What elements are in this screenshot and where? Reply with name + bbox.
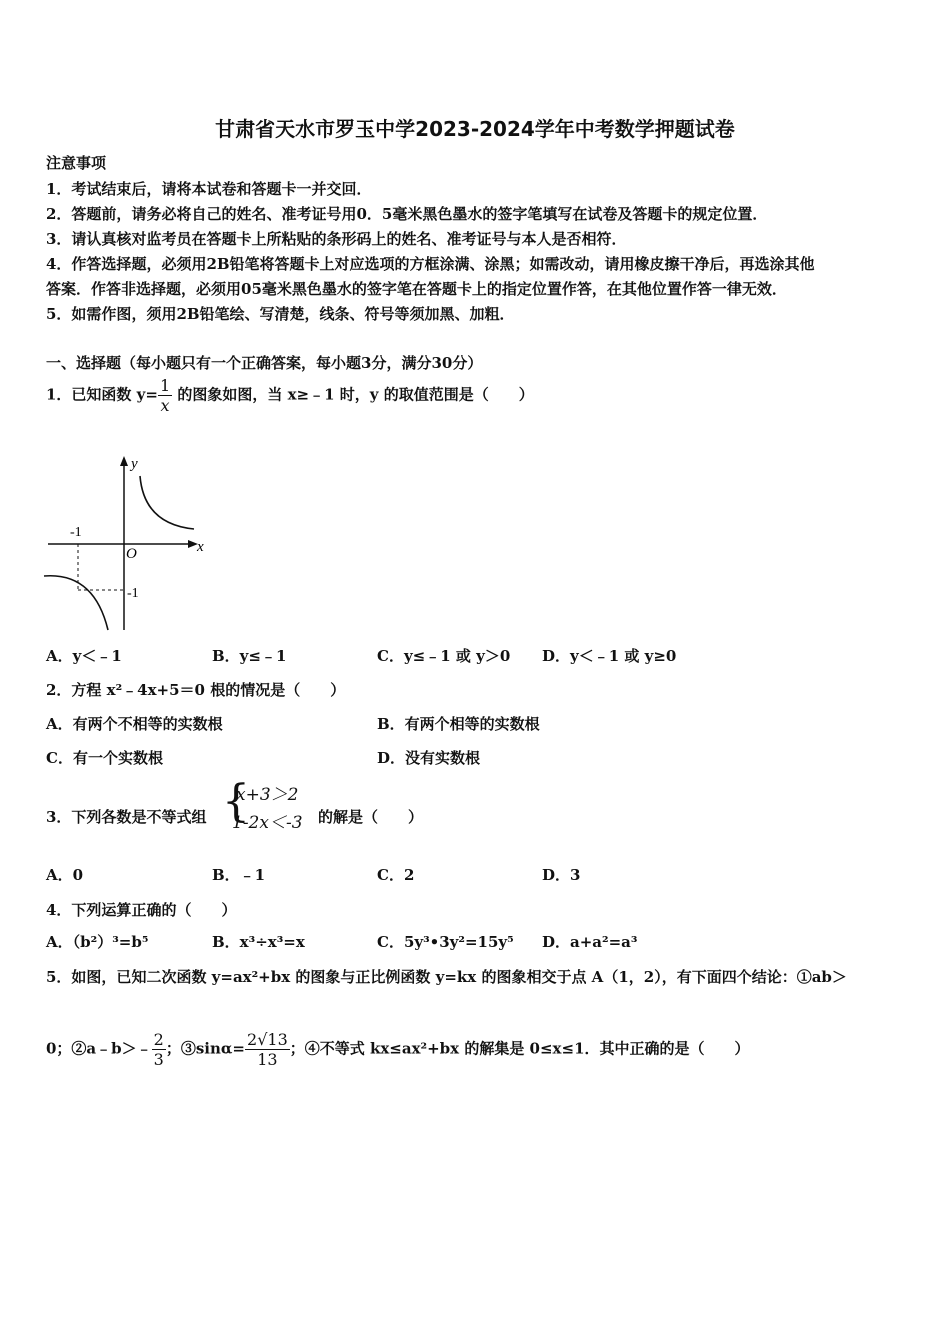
q5-part-c: ；④不等式 kx≤ax²+bx 的解集是 0≤x≤1．其中正确的是（ ） — [289, 1039, 750, 1058]
question-5-line-1: 5．如图，已知二次函数 y=ax²+bx 的图象与正比例函数 y=kx 的图象相交于点 A（1，2），有下面四个结论：①ab＞ — [46, 968, 847, 986]
q1-option-b: B．y≤﹣1 — [212, 647, 287, 665]
graph-neg1-y: -1 — [127, 586, 139, 601]
graph-neg1-x: -1 — [70, 525, 82, 540]
q3-option-c: C．2 — [377, 866, 415, 884]
q1-option-c: C．y≤﹣1 或 y＞0 — [377, 647, 511, 665]
graph-origin-label: O — [126, 546, 137, 562]
notice-heading: 注意事项 — [46, 154, 107, 172]
notice-item-3: 3．请认真核对监考员在答题卡上所粘贴的条形码上的姓名、准考证号与本人是否相符． — [46, 230, 627, 248]
q5-part-b: ；③sinα= — [165, 1039, 246, 1058]
q1-frac-num: 1 — [159, 376, 171, 395]
q5-fraction-1 — [152, 1030, 166, 1069]
q4-option-a: A．（b²）³=b⁵ — [46, 933, 149, 951]
q2-option-b: B．有两个相等的实数根 — [377, 715, 540, 733]
q3-option-d: D．3 — [542, 866, 581, 884]
q4-option-b: B．x³÷x³=x — [212, 933, 305, 951]
q3-suffix: 的解是（ ） — [318, 808, 424, 826]
q3-inequality-2: 1-2x＜-3 — [232, 813, 303, 833]
q1-suffix: 的图象如图，当 x≥﹣1 时，y 的取值范围是（ ） — [177, 385, 534, 404]
question-2-stem: 2．方程 x²﹣4x+5＝0 根的情况是（ ） — [46, 681, 346, 699]
q4-option-d: D．a+a²=a³ — [542, 933, 638, 951]
notice-item-2: 2．答题前，请务必将自己的姓名、准考证号用0．5毫米黑色墨水的签字笔填写在试卷及答题卡的规定位置． — [46, 205, 768, 223]
q2-option-c: C．有一个实数根 — [46, 749, 163, 767]
q1-option-a: A．y＜﹣1 — [46, 647, 122, 665]
q5-frac2-num: 2√13 — [247, 1030, 288, 1049]
q2-option-a: A．有两个不相等的实数根 — [46, 715, 223, 733]
graph-y-label: y — [131, 456, 138, 472]
q5-part-a: 0；②a﹣b＞﹣ — [46, 1039, 152, 1058]
question-5-line-2 — [46, 1030, 750, 1069]
q3-prefix: 3．下列各数是不等式组 — [46, 808, 207, 826]
q5-fraction-2 — [245, 1030, 290, 1069]
graph-x-label: x — [197, 539, 204, 555]
notice-item-4: 4．作答选择题，必须用2B铅笔将答题卡上对应选项的方框涂满、涂黑；如需改动，请用橡皮擦干净后，再选涂其他 — [46, 255, 815, 273]
q1-graph — [40, 452, 212, 632]
y-axis-arrow — [120, 456, 128, 466]
q4-option-c: C．5y³•3y²=15y⁵ — [377, 933, 514, 951]
notice-item-1: 1．考试结束后，请将本试卷和答题卡一并交回． — [46, 180, 372, 198]
q1-prefix: 1．已知函数 y= — [46, 385, 158, 404]
q5-frac2-den: 13 — [257, 1050, 278, 1069]
notice-item-5: 5．如需作图，须用2B铅笔绘、写清楚，线条、符号等须加黑、加粗． — [46, 305, 515, 323]
q3-inequality-1: x+3＞2 — [236, 785, 299, 805]
question-1-stem — [46, 376, 534, 415]
curve-branch-2 — [44, 576, 108, 630]
q1-frac-den: x — [160, 396, 170, 415]
q5-frac1-den: 3 — [153, 1050, 164, 1069]
q3-brace: { — [222, 776, 250, 827]
q3-option-a: A．0 — [46, 866, 84, 884]
notice-item-4-cont: 答案．作答非选择题，必须用05毫米黑色墨水的签字笔在答题卡上的指定位置作答，在其他位置作答一律无效． — [46, 280, 787, 298]
q1-option-d: D．y＜﹣1 或 y≥0 — [542, 647, 677, 665]
page-title: 甘肃省天水市罗玉中学2023-2024学年中考数学押题试卷 — [215, 117, 735, 141]
question-4-stem: 4．下列运算正确的（ ） — [46, 901, 237, 919]
curve-branch-1 — [140, 476, 194, 529]
q2-option-d: D．没有实数根 — [377, 749, 481, 767]
q5-frac1-num: 2 — [153, 1030, 164, 1049]
q3-option-b: B．﹣1 — [212, 866, 266, 884]
q1-fraction — [158, 376, 172, 415]
section-heading: 一、选择题（每小题只有一个正确答案，每小题3分，满分30分） — [46, 354, 483, 372]
